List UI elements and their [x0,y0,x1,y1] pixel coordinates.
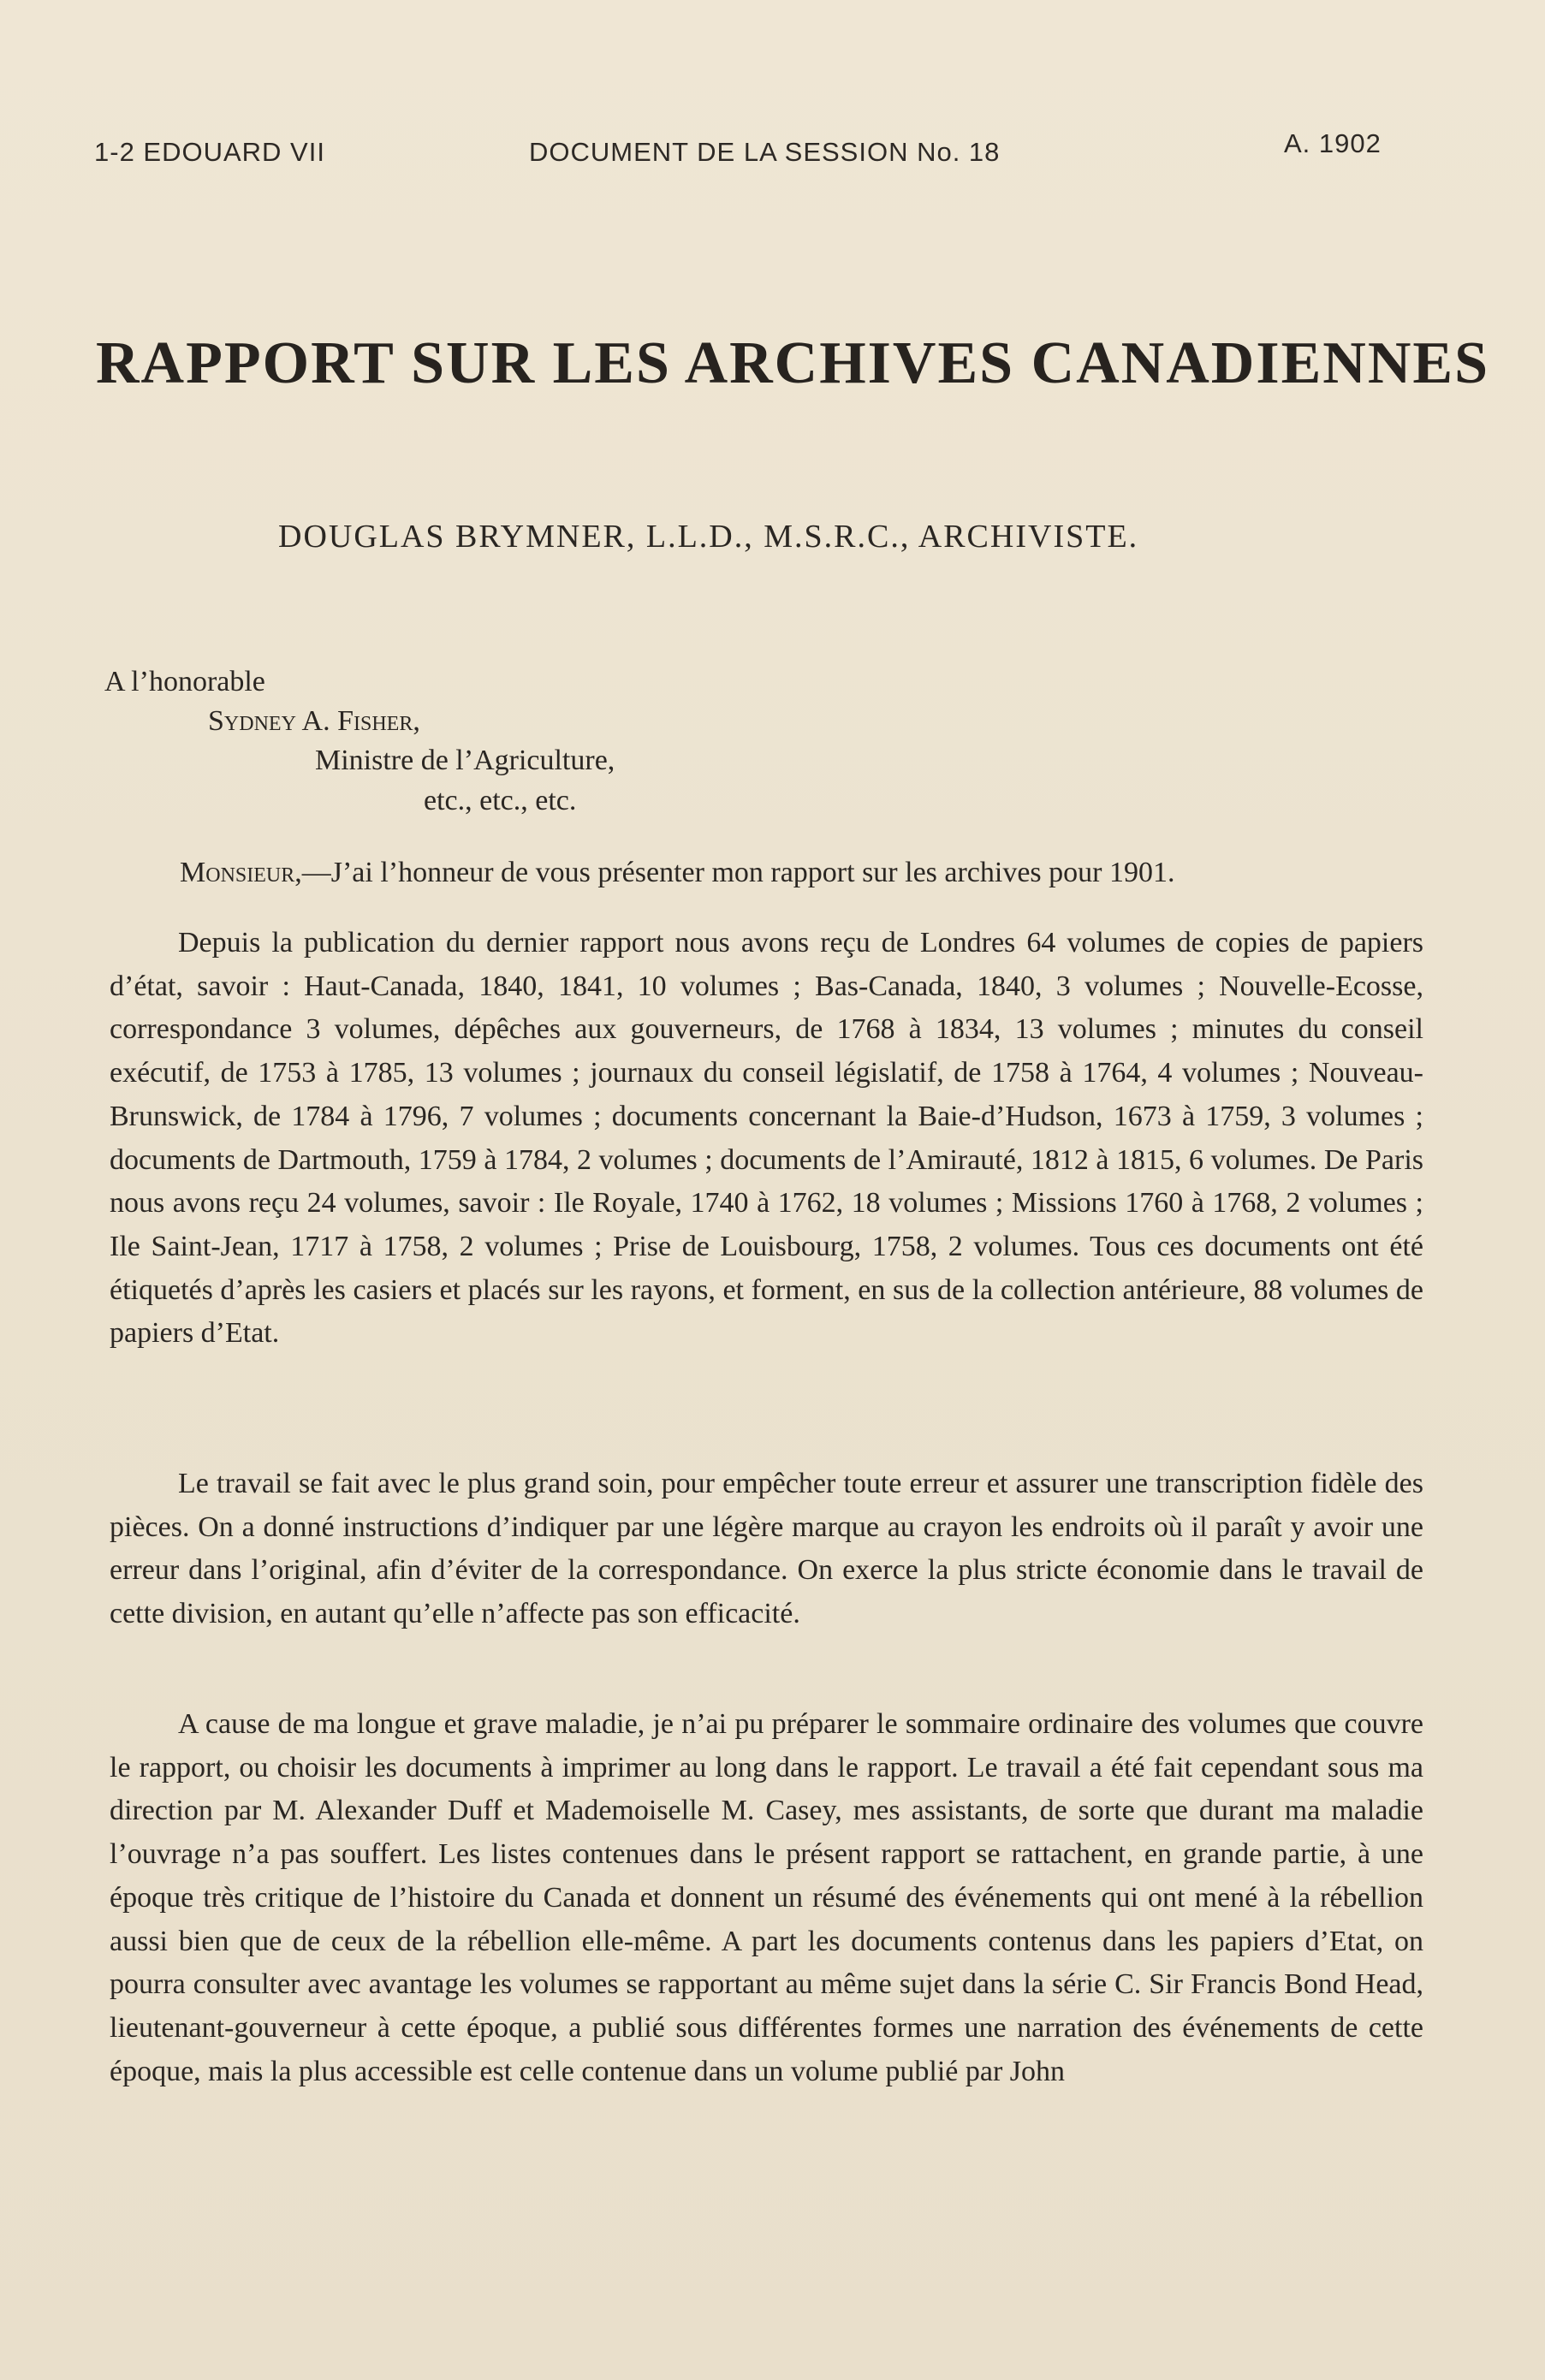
address-line-2: Sydney A. Fisher, [208,705,420,737]
address-line-1: A l’honorable [104,666,265,697]
paragraph-3: A cause de ma longue et grave maladie, je n’ai pu préparer le sommaire ordinaire des volumes que couvre le rapport, ou choisir les documents à imprimer au long dans le rapport. Le travail a été fait cependant sous ma direction par M. Alexander Duff et Mademoiselle M. Casey, mes assistants, de sorte que durant ma maladie l’ouvrage n’a pas souffert. Les listes contenues dans le présent rapport se rattachent, en grande partie, à une époque très critique de l’histoire du Canada et donnent un résumé des événements qui ont mené à la rébellion aussi bien que de ceux de la rébellion elle-même. A part les documents contenus dans les papiers d’Etat, on pourra consulter avec avantage les volumes se rapportant au même sujet dans la série C. Sir Francis Bond Head, lieutenant-gouverneur à cette époque, a publié sous différentes formes une narration des événements de cette époque, mais la plus accessible est celle contenue dans un volume publié par John [110,1708,1423,2087]
header-center: DOCUMENT DE LA SESSION No. 18 [529,137,1001,167]
address-line-3: Ministre de l’Agriculture, [315,745,615,776]
paragraph-1: Depuis la publication du dernier rapport nous avons reçu de Londres 64 volumes de copies de papiers d’état, savoir : Haut-Canada, 1840, 1841, 10 volumes ; Bas-Canada, 1840, 3 volumes ; Nouvelle-Ecosse, correspondance 3 volumes, dépêches aux gouverneurs, de 1768 à 1834, 13 volumes ; minutes du conseil exécutif, de 1753 à 1785, 13 volumes ; journaux du conseil législatif, de 1758 à 1764, 4 volumes ; Nouveau-Brunswick, de 1784 à 1796, 7 volumes ; documents concernant la Baie-d’Hudson, 1673 à 1759, 3 volumes ; documents de Dartmouth, 1759 à 1784, 2 volumes ; documents de l’Amirauté, 1812 à 1815, 6 volumes. De Paris nous avons reçu 24 volumes, savoir : Ile Royale, 1740 à 1762, 18 volumes ; Missions 1760 à 1768, 2 volumes ; Ile Saint-Jean, 1717 à 1758, 2 volumes ; Prise de Louisbourg, 1758, 2 volumes. Tous ces documents ont été étiquetés d’après les casiers et placés sur les rayons, et forment, en sus de la collection antérieure, 88 volumes de papiers d’Etat. [110,927,1423,1350]
author-line: DOUGLAS BRYMNER, L.L.D., M.S.R.C., ARCHIVISTE. [278,519,1139,555]
greeting [180,857,1174,889]
greeting-text: —J’ai l’honneur de vous présenter mon rapport sur les archives pour 1901. [301,857,1175,888]
page-title: RAPPORT SUR LES ARCHIVES CANADIENNES [96,330,1489,396]
header-right: A. 1902 [1284,128,1382,158]
salutation: Monsieur, [180,857,302,888]
running-header [94,128,1395,180]
address-line-4: etc., etc., etc. [424,785,577,816]
paragraph-2: Le travail se fait avec le plus grand soin, pour empêcher toute erreur et assurer une transcription fidèle des pièces. On a donné instructions d’indiquer par une légère marque au crayon les endroits où il paraît y avoir une erreur dans l’original, afin d’éviter de la correspondance. On exerce la plus stricte économie dans le travail de cette division, en autant qu’elle n’affecte pas son efficacité. [110,1468,1423,1630]
header-left: 1-2 EDOUARD VII [94,137,325,167]
